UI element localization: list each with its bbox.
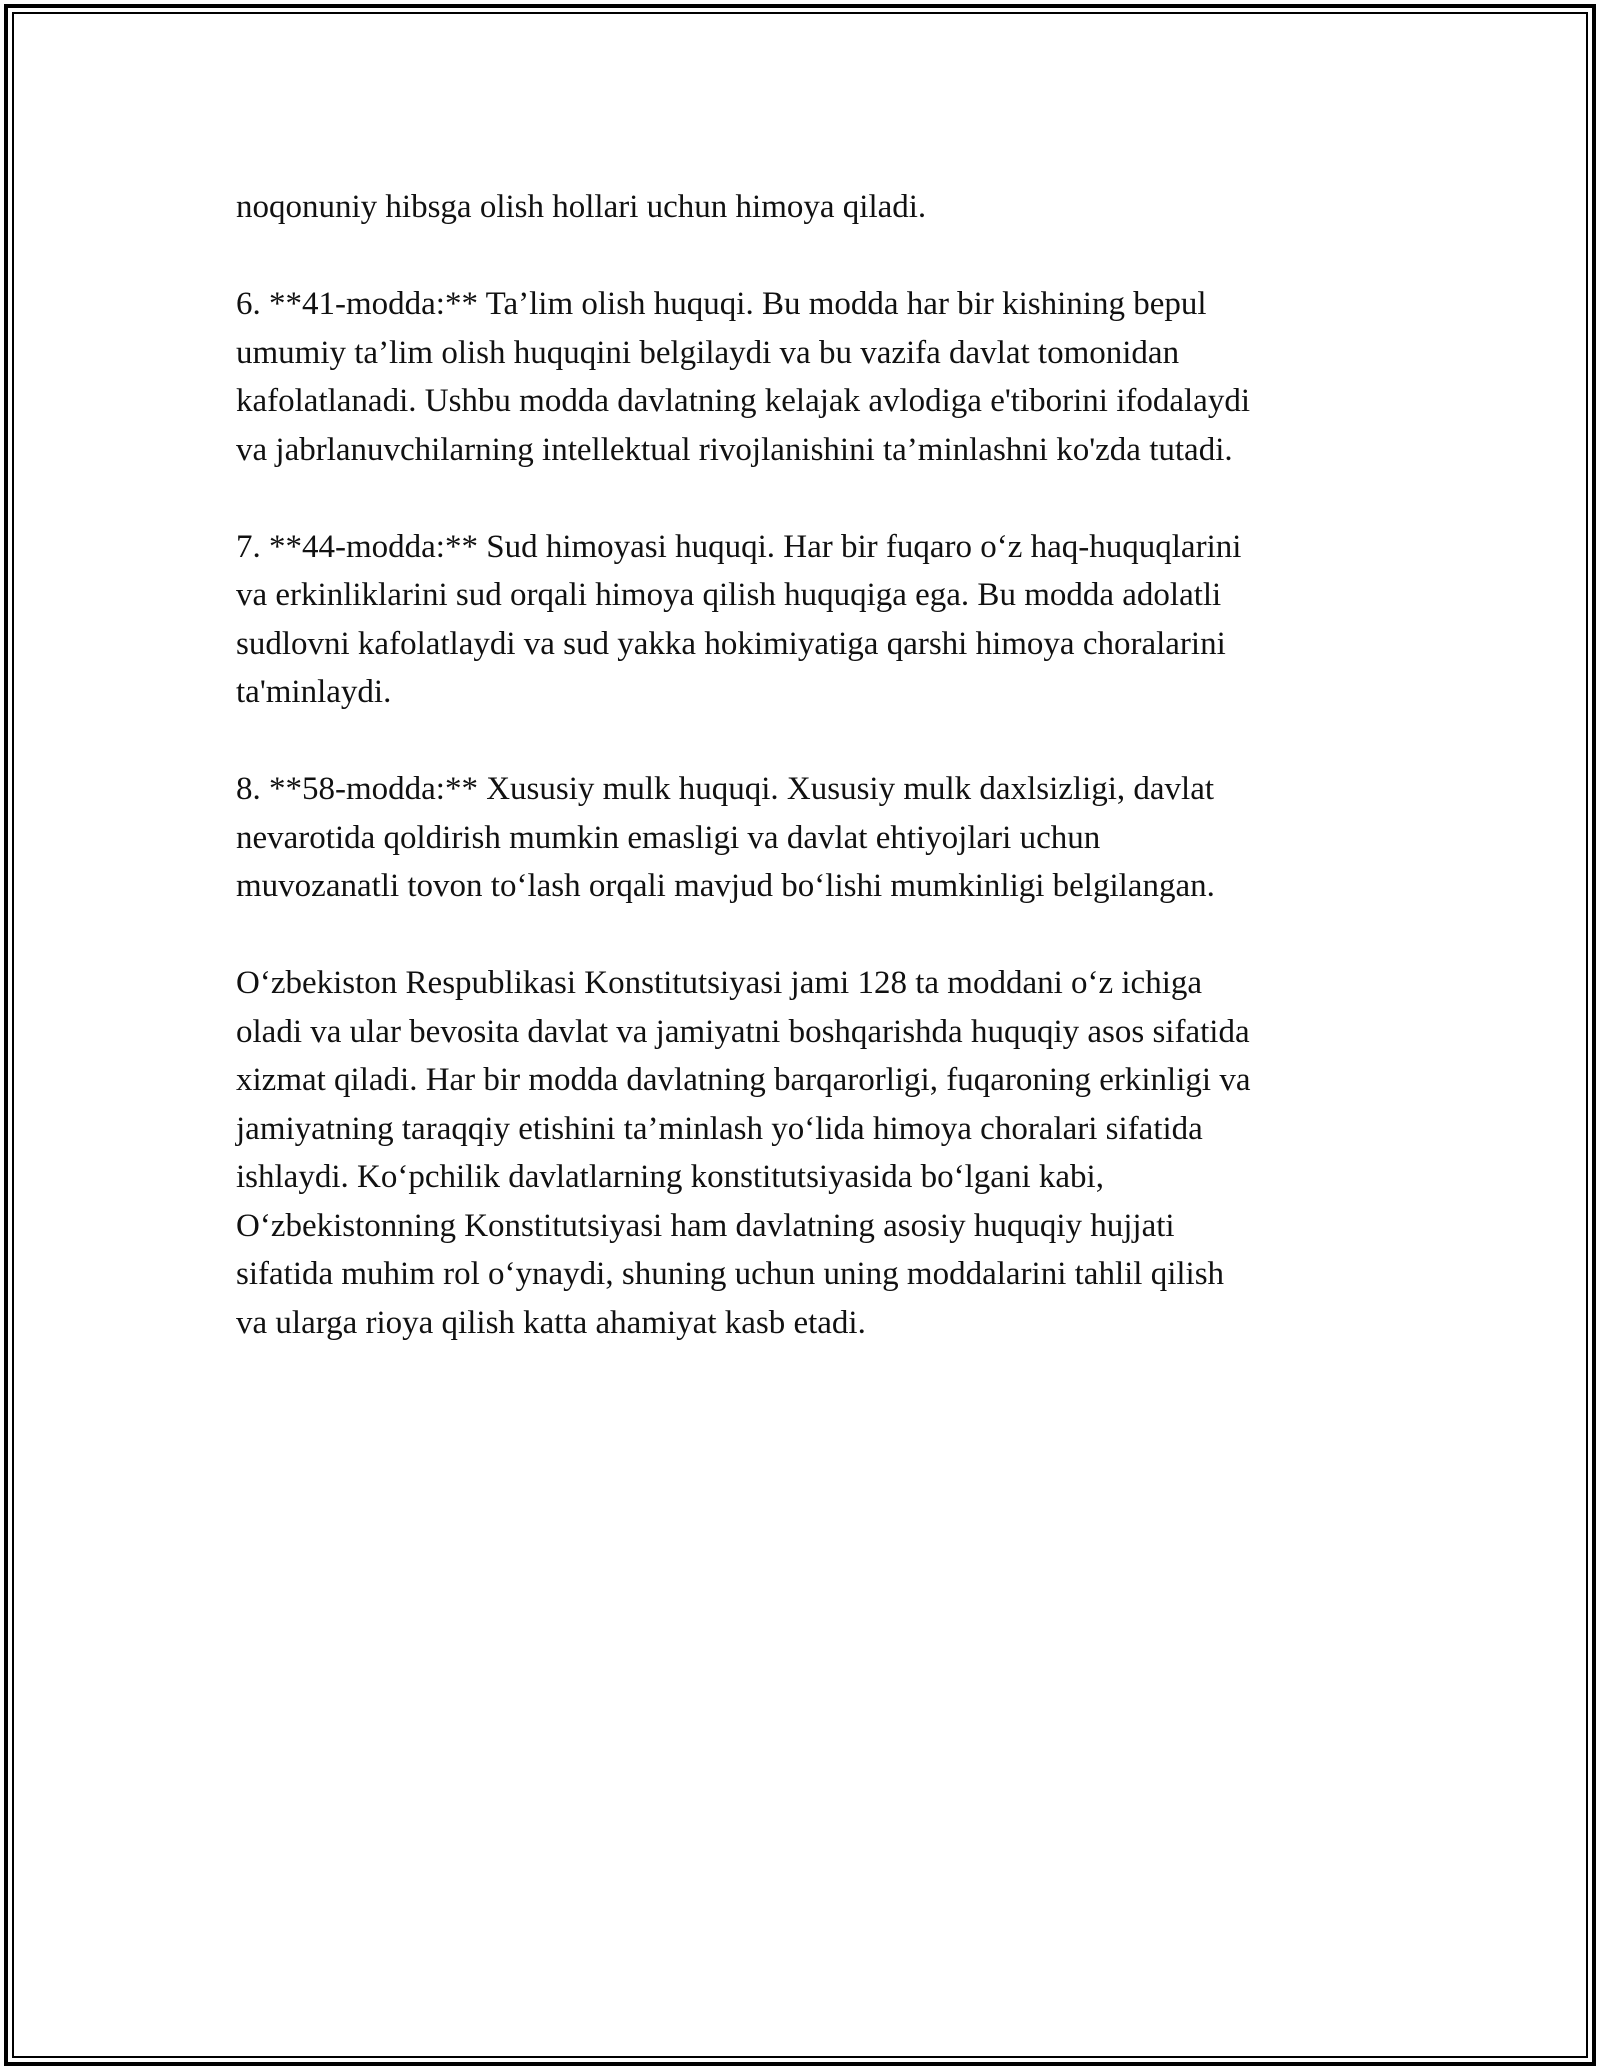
paragraph-conclusion: Oʻzbekiston Respublikasi Konstitutsiyasi jami 128 ta moddani oʻz ichiga oladi va ular bevosita davlat va jamiyatni boshqarishda huquqiy asos sifatida xizmat qiladi. Har bir modda davlatning barqarorligi, fuqaroning erkinligi va jamiyatning taraqqiy etishini ta’minlash yoʻlida himoya choralari sifatida ishlaydi. Koʻpchilik davlatlarning konstitutsiyasida boʻlgani kabi, Oʻzbekistonning Konstitutsiyasi ham davlatning asosiy huquqiy hujjati sifatida muhim rol oʻynaydi, shuning uchun uning moddalarini tahlil qilish va ularga rioya qilish katta ahamiyat kasb etadi. — [236, 965, 1251, 1341]
paragraph-article-41: 6. **41-modda:** Ta’lim olish huquqi. Bu modda har bir kishining bepul umumiy ta’lim olish huquqini belgilaydi va bu vazifa davlat tomonidan kafolatlanadi. Ushbu modda davlatning kelajak avlodiga e'tiborini ifodalaydi va jabrlanuvchilarning intellektual rivojlanishini ta’minlashni ko'zda tutadi. — [236, 286, 1250, 468]
document-body — [236, 183, 1376, 1396]
paragraph-article-44: 7. **44-modda:** Sud himoyasi huquqi. Har bir fuqaro oʻz haq-huquqlarini va erkinliklarini sud orqali himoya qilish huquqiga ega. Bu modda adolatli sudlovni kafolatlaydi va sud yakka hokimiyatiga qarshi himoya choralarini ta'minlaydi. — [236, 528, 1242, 710]
paragraph-article-58: 8. **58-modda:** Xususiy mulk huquqi. Xususiy mulk daxlsizligi, davlat nevarotida qoldirish mumkin emasligi va davlat ehtiyojlari uchun muvozanatli tovon toʻlash orqali mavjud boʻlishi mumkinligi belgilangan. — [236, 771, 1215, 904]
paragraph-continuation: noqonuniy hibsga olish hollari uchun himoya qiladi. — [236, 189, 927, 225]
